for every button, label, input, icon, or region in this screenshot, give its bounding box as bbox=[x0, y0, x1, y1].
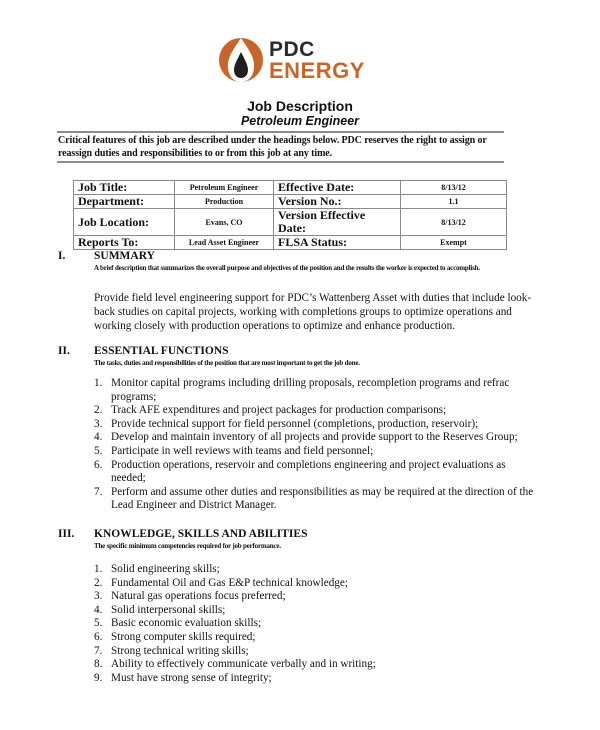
knowledge-skills-list bbox=[94, 563, 534, 685]
list-number: 7. bbox=[94, 485, 103, 498]
list-item bbox=[94, 631, 534, 645]
list-number: 4. bbox=[94, 603, 103, 616]
list-item bbox=[94, 563, 534, 577]
section-description: The specific minimum competencies required for job performance. bbox=[94, 542, 281, 550]
list-number: 1. bbox=[94, 563, 103, 575]
logo-text-energy: ENERGY bbox=[269, 58, 365, 83]
flame-drop-icon bbox=[219, 36, 265, 84]
document-subtitle: Petroleum Engineer bbox=[240, 114, 360, 128]
list-item-text: Perform and assume other duties and responsibilities as may be required at the direction of the Lead Engineer and District Manager. bbox=[111, 485, 534, 512]
list-number: 8. bbox=[94, 658, 103, 671]
bottom-rule-divider bbox=[57, 161, 504, 163]
list-item-text: Natural gas operations focus preferred; bbox=[111, 590, 286, 603]
list-item bbox=[94, 431, 534, 445]
list-item bbox=[94, 459, 534, 486]
list-item bbox=[94, 404, 534, 418]
department-label: Department: bbox=[74, 195, 175, 209]
section-heading-essential-functions: ESSENTIAL FUNCTIONS bbox=[94, 345, 229, 357]
list-item bbox=[94, 418, 534, 432]
job-info-table bbox=[73, 180, 507, 250]
list-item-text: Ability to effectively communicate verbally and in writing; bbox=[111, 658, 376, 671]
department-value: Production bbox=[175, 195, 274, 209]
list-item-text: Basic economic evaluation skills; bbox=[111, 617, 262, 630]
list-item bbox=[94, 486, 534, 513]
list-item bbox=[94, 590, 534, 604]
version-no-value: 1.1 bbox=[401, 195, 507, 209]
version-no-label: Version No.: bbox=[274, 195, 401, 209]
list-item bbox=[94, 617, 534, 631]
section-description: A brief description that summarizes the overall purpose and objectives of the position and the results the worker is expected to accomplish. bbox=[94, 264, 480, 272]
section-description: The tasks, duties and responsibilities of the position that are most important to get the job done. bbox=[94, 359, 360, 367]
pdc-energy-logo bbox=[219, 36, 369, 86]
list-item-text: Fundamental Oil and Gas E&P technical knowledge; bbox=[111, 576, 348, 589]
document-title: Job Description bbox=[247, 98, 353, 114]
intro-text: Critical features of this job are described under the headings below. PDC reserves the right to assign or reassign duties and responsibilities to or from this job at any time. bbox=[58, 135, 487, 159]
list-item-text: Track AFE expenditures and project packages for production comparisons; bbox=[111, 404, 447, 417]
version-effective-date-label: Version Effective Date: bbox=[274, 209, 401, 236]
list-number: 3. bbox=[94, 590, 103, 603]
list-item-text: Monitor capital programs including drilling proposals, recompletion programs and refrac programs; bbox=[111, 377, 510, 403]
list-item-text: Solid interpersonal skills; bbox=[111, 603, 226, 616]
summary-paragraph: Provide field level engineering support for PDC’s Wattenberg Asset with duties that include look-back studies on capital projects, working with completions groups to optimize operations and working closely with production operations to optimize and enhance production. bbox=[94, 292, 532, 332]
list-number: 7. bbox=[94, 644, 103, 657]
table-row bbox=[74, 236, 507, 250]
job-title-value: Petroleum Engineer bbox=[175, 181, 274, 195]
job-title-label: Job Title: bbox=[74, 181, 175, 195]
table-row bbox=[74, 209, 507, 236]
list-item bbox=[94, 672, 534, 686]
top-rule-divider bbox=[57, 131, 504, 133]
section-number: I. bbox=[58, 250, 66, 262]
reports-to-label: Reports To: bbox=[74, 236, 175, 250]
list-item-text: Strong technical writing skills; bbox=[111, 644, 249, 657]
list-number: 6. bbox=[94, 630, 103, 643]
list-item-text: Production operations, reservoir and completions engineering and project evaluations as needed; bbox=[111, 458, 506, 485]
list-number: 4. bbox=[94, 431, 103, 444]
reports-to-value: Lead Asset Engineer bbox=[175, 236, 274, 250]
table-row bbox=[74, 181, 507, 195]
job-location-label: Job Location: bbox=[74, 209, 175, 236]
job-location-value: Evans, CO bbox=[175, 209, 274, 236]
list-number: 1. bbox=[94, 377, 103, 389]
version-effective-date-value: 8/13/12 bbox=[401, 209, 507, 236]
list-item bbox=[94, 645, 534, 659]
list-item-text: Provide technical support for field personnel (completions, production, reservoir); bbox=[111, 417, 479, 430]
flsa-status-label: FLSA Status: bbox=[274, 236, 401, 250]
effective-date-label: Effective Date: bbox=[274, 181, 401, 195]
list-number: 2. bbox=[94, 404, 103, 417]
essential-functions-list bbox=[94, 377, 534, 513]
effective-date-value: 8/13/12 bbox=[401, 181, 507, 195]
list-number: 5. bbox=[94, 444, 103, 457]
list-number: 5. bbox=[94, 617, 103, 630]
list-item bbox=[94, 658, 534, 672]
list-number: 9. bbox=[94, 671, 103, 684]
list-item-text: Strong computer skills required; bbox=[111, 630, 256, 643]
list-item-text: Participate in well reviews with teams and field personnel; bbox=[111, 444, 374, 457]
list-item-text: Solid engineering skills; bbox=[111, 563, 220, 575]
section-number: III. bbox=[58, 528, 75, 540]
list-item-text: Develop and maintain inventory of all projects and provide support to the Reserves Group; bbox=[111, 431, 518, 444]
list-item-text: Must have strong sense of integrity; bbox=[111, 671, 272, 684]
flsa-status-value: Exempt bbox=[401, 236, 507, 250]
list-number: 3. bbox=[94, 417, 103, 430]
list-number: 2. bbox=[94, 576, 103, 589]
list-item bbox=[94, 577, 534, 591]
section-number: II. bbox=[58, 345, 70, 357]
logo-text-pdc: PDC bbox=[269, 38, 315, 61]
table-row bbox=[74, 195, 507, 209]
list-item bbox=[94, 377, 534, 404]
section-heading-summary: SUMMARY bbox=[94, 250, 155, 262]
section-heading-knowledge-skills: KNOWLEDGE, SKILLS AND ABILITIES bbox=[94, 528, 308, 540]
list-item bbox=[94, 604, 534, 618]
list-number: 6. bbox=[94, 458, 103, 471]
list-item bbox=[94, 445, 534, 459]
